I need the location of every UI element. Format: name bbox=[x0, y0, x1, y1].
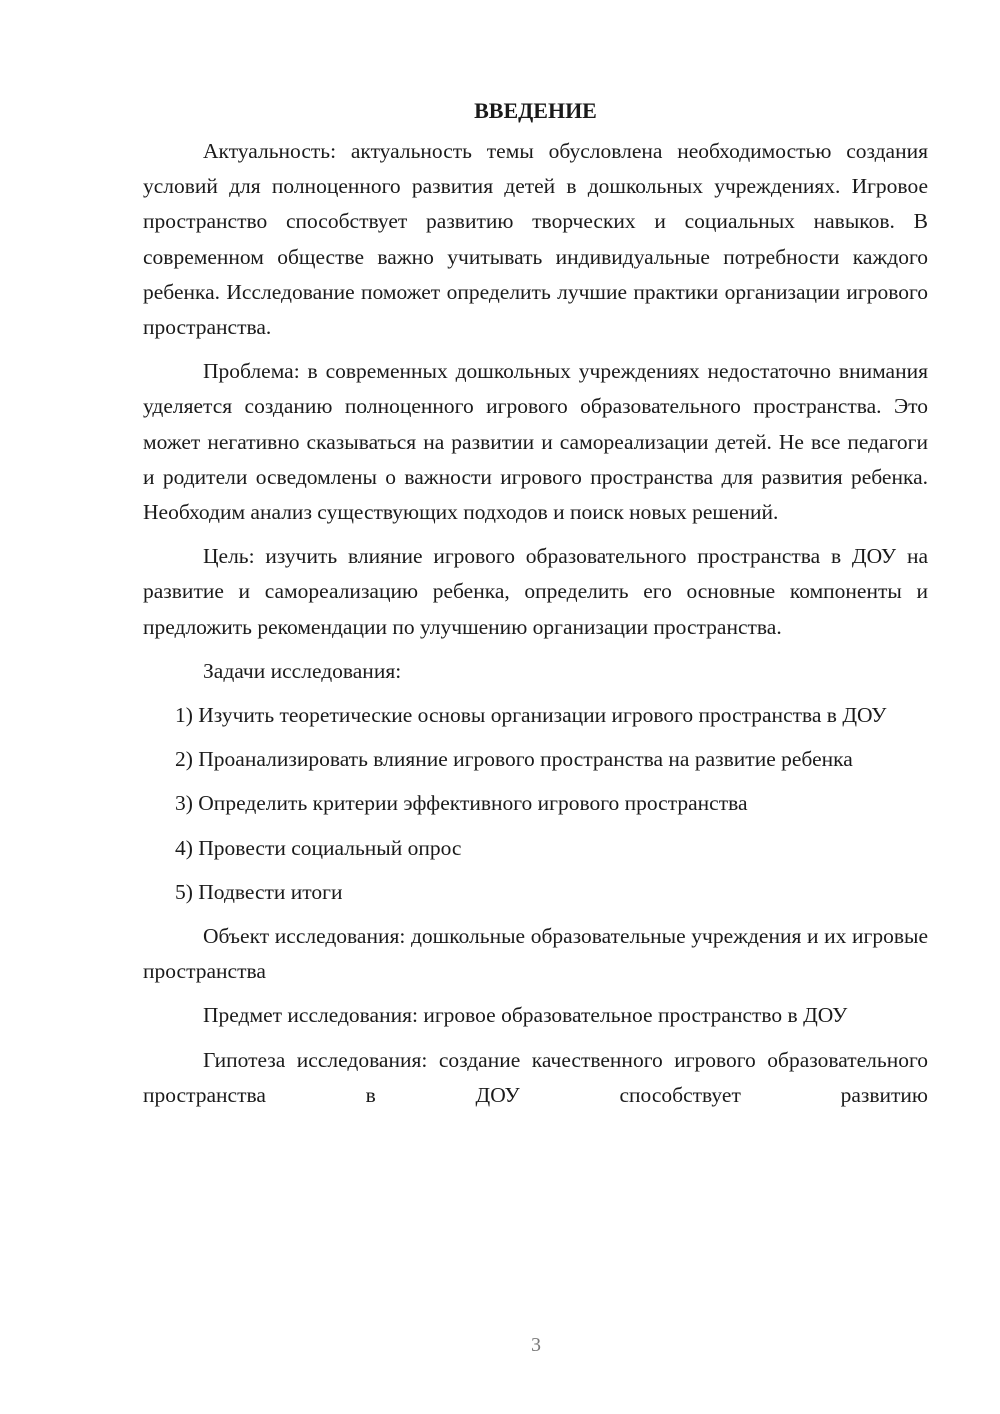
hypothesis-paragraph: Гипотеза исследования: создание качественного игрового образовательного пространства в ДОУ способствует развитию bbox=[143, 1047, 928, 1107]
task-item-2: 2) Проанализировать влияние игрового пространства на развитие ребенка bbox=[175, 747, 853, 772]
document-page bbox=[143, 93, 928, 1122]
subject-paragraph: Предмет исследования: игровое образовательное пространство в ДОУ bbox=[203, 1003, 848, 1028]
task-item-1: 1) Изучить теоретические основы организации игрового пространства в ДОУ bbox=[175, 703, 887, 728]
problem-paragraph: Проблема: в современных дошкольных учреждениях недостаточно внимания уделяется созданию полноценного игрового образовательного пространства. Это может негативно сказываться на развитии и самореализации детей. Не все педагоги и родители осведомлены о важности игрового пространства для развития ребенка. Необходим анализ существующих подходов и поиск новых решений. bbox=[143, 359, 928, 525]
tasks-heading: Задачи исследования: bbox=[203, 658, 402, 683]
page-number: 3 bbox=[531, 1334, 541, 1356]
task-item-3: 3) Определить критерии эффективного игрового пространства bbox=[175, 791, 748, 816]
section-title: ВВЕДЕНИЕ bbox=[474, 98, 597, 123]
task-item-5: 5) Подвести итоги bbox=[175, 879, 343, 904]
relevance-paragraph: Актуальность: актуальность темы обусловлена необходимостью создания условий для полноценного развития детей в дошкольных учреждениях. Игровое пространство способствует развитию творческих и социальных навыков. В современном обществе важно учитывать индивидуальные потребности каждого ребенка. Исследование поможет определить лучшие практики организации игрового пространства. bbox=[143, 139, 928, 340]
task-item-4: 4) Провести социальный опрос bbox=[175, 835, 462, 860]
goal-paragraph: Цель: изучить влияние игрового образовательного пространства в ДОУ на развитие и самореализацию ребенка, определить его основные компоненты и предложить рекомендации по улучшению организации пространства. bbox=[143, 544, 928, 639]
object-paragraph: Объект исследования: дошкольные образовательные учреждения и их игровые пространства bbox=[143, 924, 928, 984]
